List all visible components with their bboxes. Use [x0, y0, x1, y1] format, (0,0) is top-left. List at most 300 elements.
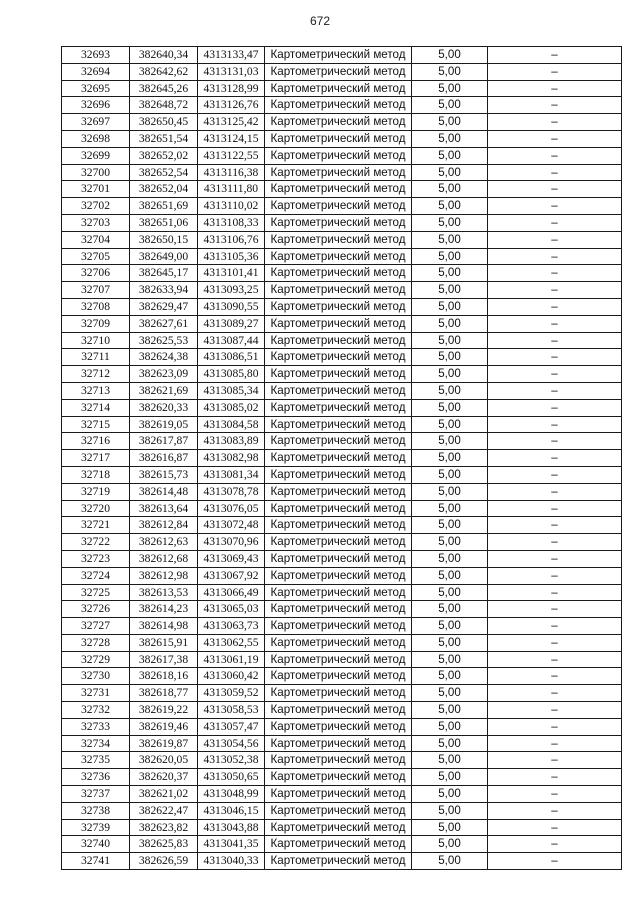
x-coordinate-cell: 382614,98	[130, 618, 198, 635]
page-number: 672	[309, 14, 331, 28]
x-coordinate-cell: 382612,84	[130, 517, 198, 534]
point-number-cell: 32738	[62, 802, 130, 819]
method-cell: Картометрический метод	[265, 80, 412, 97]
y-coordinate-cell: 4313085,34	[198, 382, 265, 399]
table-row	[62, 416, 622, 433]
method-cell: Картометрический метод	[265, 63, 412, 80]
accuracy-cell: 5,00	[412, 399, 488, 416]
method-cell: Картометрический метод	[265, 836, 412, 853]
method-cell: Картометрический метод	[265, 752, 412, 769]
description-cell: –	[488, 214, 622, 231]
y-coordinate-cell: 4313131,03	[198, 63, 265, 80]
accuracy-cell: 5,00	[412, 231, 488, 248]
table-row	[62, 265, 622, 282]
table-row	[62, 366, 622, 383]
accuracy-cell: 5,00	[412, 332, 488, 349]
description-cell: –	[488, 668, 622, 685]
point-number-cell: 32734	[62, 735, 130, 752]
accuracy-cell: 5,00	[412, 668, 488, 685]
table-row	[62, 668, 622, 685]
method-cell: Картометрический метод	[265, 735, 412, 752]
method-cell: Картометрический метод	[265, 685, 412, 702]
description-cell: –	[488, 500, 622, 517]
accuracy-cell: 5,00	[412, 702, 488, 719]
y-coordinate-cell: 4313083,89	[198, 433, 265, 450]
method-cell: Картометрический метод	[265, 466, 412, 483]
y-coordinate-cell: 4313126,76	[198, 97, 265, 114]
x-coordinate-cell: 382618,16	[130, 668, 198, 685]
x-coordinate-cell: 382621,69	[130, 382, 198, 399]
x-coordinate-cell: 382624,38	[130, 349, 198, 366]
description-cell: –	[488, 382, 622, 399]
y-coordinate-cell: 4313052,38	[198, 752, 265, 769]
y-coordinate-cell: 4313048,99	[198, 786, 265, 803]
x-coordinate-cell: 382619,46	[130, 718, 198, 735]
method-cell: Картометрический метод	[265, 147, 412, 164]
y-coordinate-cell: 4313090,55	[198, 298, 265, 315]
description-cell: –	[488, 718, 622, 735]
method-cell: Картометрический метод	[265, 517, 412, 534]
table-row	[62, 853, 622, 870]
description-cell: –	[488, 147, 622, 164]
method-cell: Картометрический метод	[265, 130, 412, 147]
method-cell: Картометрический метод	[265, 450, 412, 467]
y-coordinate-cell: 4313128,99	[198, 80, 265, 97]
accuracy-cell: 5,00	[412, 752, 488, 769]
y-coordinate-cell: 4313057,47	[198, 718, 265, 735]
point-number-cell: 32712	[62, 366, 130, 383]
accuracy-cell: 5,00	[412, 802, 488, 819]
method-cell: Картометрический метод	[265, 366, 412, 383]
description-cell: –	[488, 198, 622, 215]
y-coordinate-cell: 4313110,02	[198, 198, 265, 215]
table-row	[62, 500, 622, 517]
description-cell: –	[488, 853, 622, 870]
accuracy-cell: 5,00	[412, 550, 488, 567]
accuracy-cell: 5,00	[412, 214, 488, 231]
point-number-cell: 32708	[62, 298, 130, 315]
y-coordinate-cell: 4313116,38	[198, 164, 265, 181]
accuracy-cell: 5,00	[412, 147, 488, 164]
x-coordinate-cell: 382612,98	[130, 567, 198, 584]
point-number-cell: 32722	[62, 534, 130, 551]
accuracy-cell: 5,00	[412, 366, 488, 383]
accuracy-cell: 5,00	[412, 450, 488, 467]
x-coordinate-cell: 382648,72	[130, 97, 198, 114]
point-number-cell: 32733	[62, 718, 130, 735]
y-coordinate-cell: 4313087,44	[198, 332, 265, 349]
accuracy-cell: 5,00	[412, 836, 488, 853]
x-coordinate-cell: 382623,82	[130, 819, 198, 836]
y-coordinate-cell: 4313105,36	[198, 248, 265, 265]
y-coordinate-cell: 4313106,76	[198, 231, 265, 248]
point-number-cell: 32710	[62, 332, 130, 349]
description-cell: –	[488, 685, 622, 702]
table-row	[62, 483, 622, 500]
point-number-cell: 32723	[62, 550, 130, 567]
accuracy-cell: 5,00	[412, 114, 488, 131]
method-cell: Картометрический метод	[265, 534, 412, 551]
accuracy-cell: 5,00	[412, 634, 488, 651]
point-number-cell: 32714	[62, 399, 130, 416]
point-number-cell: 32706	[62, 265, 130, 282]
y-coordinate-cell: 4313060,42	[198, 668, 265, 685]
accuracy-cell: 5,00	[412, 718, 488, 735]
x-coordinate-cell: 382651,69	[130, 198, 198, 215]
method-cell: Картометрический метод	[265, 802, 412, 819]
y-coordinate-cell: 4313108,33	[198, 214, 265, 231]
description-cell: –	[488, 466, 622, 483]
method-cell: Картометрический метод	[265, 718, 412, 735]
x-coordinate-cell: 382652,04	[130, 181, 198, 198]
x-coordinate-cell: 382640,34	[130, 47, 198, 64]
description-cell: –	[488, 47, 622, 64]
point-number-cell: 32721	[62, 517, 130, 534]
description-cell: –	[488, 80, 622, 97]
point-number-cell: 32711	[62, 349, 130, 366]
y-coordinate-cell: 4313069,43	[198, 550, 265, 567]
table-row	[62, 332, 622, 349]
point-number-cell: 32724	[62, 567, 130, 584]
accuracy-cell: 5,00	[412, 433, 488, 450]
table-row	[62, 550, 622, 567]
point-number-cell: 32730	[62, 668, 130, 685]
method-cell: Картометрический метод	[265, 668, 412, 685]
y-coordinate-cell: 4313085,02	[198, 399, 265, 416]
description-cell: –	[488, 534, 622, 551]
accuracy-cell: 5,00	[412, 853, 488, 870]
table-row	[62, 164, 622, 181]
method-cell: Картометрический метод	[265, 634, 412, 651]
method-cell: Картометрический метод	[265, 500, 412, 517]
point-number-cell: 32705	[62, 248, 130, 265]
table-row	[62, 517, 622, 534]
method-cell: Картометрический метод	[265, 47, 412, 64]
description-cell: –	[488, 265, 622, 282]
method-cell: Картометрический метод	[265, 332, 412, 349]
accuracy-cell: 5,00	[412, 181, 488, 198]
point-number-cell: 32716	[62, 433, 130, 450]
method-cell: Картометрический метод	[265, 231, 412, 248]
accuracy-cell: 5,00	[412, 584, 488, 601]
table-row	[62, 769, 622, 786]
method-cell: Картометрический метод	[265, 298, 412, 315]
x-coordinate-cell: 382617,38	[130, 651, 198, 668]
description-cell: –	[488, 601, 622, 618]
description-cell: –	[488, 97, 622, 114]
table-row	[62, 349, 622, 366]
description-cell: –	[488, 399, 622, 416]
y-coordinate-cell: 4313050,65	[198, 769, 265, 786]
method-cell: Картометрический метод	[265, 198, 412, 215]
table-row	[62, 399, 622, 416]
table-row	[62, 298, 622, 315]
accuracy-cell: 5,00	[412, 315, 488, 332]
method-cell: Картометрический метод	[265, 164, 412, 181]
accuracy-cell: 5,00	[412, 819, 488, 836]
point-number-cell: 32726	[62, 601, 130, 618]
x-coordinate-cell: 382650,15	[130, 231, 198, 248]
y-coordinate-cell: 4313078,78	[198, 483, 265, 500]
y-coordinate-cell: 4313067,92	[198, 567, 265, 584]
description-cell: –	[488, 618, 622, 635]
description-cell: –	[488, 433, 622, 450]
table-row	[62, 618, 622, 635]
y-coordinate-cell: 4313084,58	[198, 416, 265, 433]
point-number-cell: 32731	[62, 685, 130, 702]
table-row	[62, 786, 622, 803]
y-coordinate-cell: 4313041,35	[198, 836, 265, 853]
accuracy-cell: 5,00	[412, 198, 488, 215]
x-coordinate-cell: 382629,47	[130, 298, 198, 315]
table-row	[62, 584, 622, 601]
method-cell: Картометрический метод	[265, 651, 412, 668]
point-number-cell: 32702	[62, 198, 130, 215]
method-cell: Картометрический метод	[265, 550, 412, 567]
description-cell: –	[488, 366, 622, 383]
point-number-cell: 32728	[62, 634, 130, 651]
description-cell: –	[488, 634, 622, 651]
accuracy-cell: 5,00	[412, 735, 488, 752]
point-number-cell: 32725	[62, 584, 130, 601]
description-cell: –	[488, 651, 622, 668]
point-number-cell: 32737	[62, 786, 130, 803]
point-number-cell: 32717	[62, 450, 130, 467]
description-cell: –	[488, 819, 622, 836]
table-row	[62, 282, 622, 299]
point-number-cell: 32727	[62, 618, 130, 635]
table-row	[62, 231, 622, 248]
point-number-cell: 32720	[62, 500, 130, 517]
y-coordinate-cell: 4313062,55	[198, 634, 265, 651]
x-coordinate-cell: 382626,59	[130, 853, 198, 870]
x-coordinate-cell: 382615,91	[130, 634, 198, 651]
table-row	[62, 130, 622, 147]
x-coordinate-cell: 382633,94	[130, 282, 198, 299]
y-coordinate-cell: 4313089,27	[198, 315, 265, 332]
accuracy-cell: 5,00	[412, 47, 488, 64]
x-coordinate-cell: 382621,02	[130, 786, 198, 803]
accuracy-cell: 5,00	[412, 601, 488, 618]
accuracy-cell: 5,00	[412, 349, 488, 366]
table-row	[62, 534, 622, 551]
y-coordinate-cell: 4313066,49	[198, 584, 265, 601]
x-coordinate-cell: 382623,09	[130, 366, 198, 383]
point-number-cell: 32696	[62, 97, 130, 114]
x-coordinate-cell: 382614,23	[130, 601, 198, 618]
accuracy-cell: 5,00	[412, 248, 488, 265]
accuracy-cell: 5,00	[412, 618, 488, 635]
description-cell: –	[488, 802, 622, 819]
point-number-cell: 32739	[62, 819, 130, 836]
x-coordinate-cell: 382612,68	[130, 550, 198, 567]
description-cell: –	[488, 248, 622, 265]
x-coordinate-cell: 382612,63	[130, 534, 198, 551]
point-number-cell: 32709	[62, 315, 130, 332]
x-coordinate-cell: 382650,45	[130, 114, 198, 131]
y-coordinate-cell: 4313076,05	[198, 500, 265, 517]
point-number-cell: 32741	[62, 853, 130, 870]
x-coordinate-cell: 382651,54	[130, 130, 198, 147]
method-cell: Картометрический метод	[265, 618, 412, 635]
x-coordinate-cell: 382613,53	[130, 584, 198, 601]
point-number-cell: 32704	[62, 231, 130, 248]
point-number-cell: 32703	[62, 214, 130, 231]
y-coordinate-cell: 4313101,41	[198, 265, 265, 282]
x-coordinate-cell: 382645,17	[130, 265, 198, 282]
point-number-cell: 32694	[62, 63, 130, 80]
table-row	[62, 752, 622, 769]
description-cell: –	[488, 332, 622, 349]
description-cell: –	[488, 550, 622, 567]
accuracy-cell: 5,00	[412, 567, 488, 584]
table-row	[62, 567, 622, 584]
description-cell: –	[488, 786, 622, 803]
method-cell: Картометрический метод	[265, 181, 412, 198]
y-coordinate-cell: 4313046,15	[198, 802, 265, 819]
method-cell: Картометрический метод	[265, 601, 412, 618]
y-coordinate-cell: 4313054,56	[198, 735, 265, 752]
point-number-cell: 32700	[62, 164, 130, 181]
x-coordinate-cell: 382613,64	[130, 500, 198, 517]
point-number-cell: 32729	[62, 651, 130, 668]
table-row	[62, 214, 622, 231]
y-coordinate-cell: 4313070,96	[198, 534, 265, 551]
y-coordinate-cell: 4313059,52	[198, 685, 265, 702]
point-number-cell: 32695	[62, 80, 130, 97]
y-coordinate-cell: 4313043,88	[198, 819, 265, 836]
table-row	[62, 63, 622, 80]
method-cell: Картометрический метод	[265, 97, 412, 114]
x-coordinate-cell: 382620,37	[130, 769, 198, 786]
table-row	[62, 466, 622, 483]
accuracy-cell: 5,00	[412, 651, 488, 668]
x-coordinate-cell: 382619,22	[130, 702, 198, 719]
method-cell: Картометрический метод	[265, 382, 412, 399]
x-coordinate-cell: 382620,33	[130, 399, 198, 416]
method-cell: Картометрический метод	[265, 819, 412, 836]
method-cell: Картометрический метод	[265, 399, 412, 416]
x-coordinate-cell: 382652,02	[130, 147, 198, 164]
method-cell: Картометрический метод	[265, 282, 412, 299]
description-cell: –	[488, 114, 622, 131]
description-cell: –	[488, 63, 622, 80]
description-cell: –	[488, 836, 622, 853]
point-number-cell: 32715	[62, 416, 130, 433]
x-coordinate-cell: 382614,48	[130, 483, 198, 500]
table-row	[62, 248, 622, 265]
table-row	[62, 836, 622, 853]
method-cell: Картометрический метод	[265, 114, 412, 131]
x-coordinate-cell: 382652,54	[130, 164, 198, 181]
table-row	[62, 718, 622, 735]
coordinates-table	[61, 46, 622, 870]
method-cell: Картометрический метод	[265, 433, 412, 450]
table-row	[62, 819, 622, 836]
point-number-cell: 32732	[62, 702, 130, 719]
y-coordinate-cell: 4313122,55	[198, 147, 265, 164]
coordinates-table-body	[62, 47, 622, 870]
point-number-cell: 32736	[62, 769, 130, 786]
y-coordinate-cell: 4313058,53	[198, 702, 265, 719]
description-cell: –	[488, 164, 622, 181]
point-number-cell: 32719	[62, 483, 130, 500]
method-cell: Картометрический метод	[265, 567, 412, 584]
accuracy-cell: 5,00	[412, 298, 488, 315]
method-cell: Картометрический метод	[265, 315, 412, 332]
y-coordinate-cell: 4313061,19	[198, 651, 265, 668]
x-coordinate-cell: 382618,77	[130, 685, 198, 702]
description-cell: –	[488, 567, 622, 584]
x-coordinate-cell: 382625,53	[130, 332, 198, 349]
x-coordinate-cell: 382617,87	[130, 433, 198, 450]
description-cell: –	[488, 349, 622, 366]
description-cell: –	[488, 231, 622, 248]
description-cell: –	[488, 282, 622, 299]
point-number-cell: 32740	[62, 836, 130, 853]
x-coordinate-cell: 382627,61	[130, 315, 198, 332]
description-cell: –	[488, 181, 622, 198]
description-cell: –	[488, 450, 622, 467]
x-coordinate-cell: 382649,00	[130, 248, 198, 265]
method-cell: Картометрический метод	[265, 769, 412, 786]
table-row	[62, 735, 622, 752]
method-cell: Картометрический метод	[265, 248, 412, 265]
table-row	[62, 685, 622, 702]
description-cell: –	[488, 517, 622, 534]
method-cell: Картометрический метод	[265, 265, 412, 282]
description-cell: –	[488, 584, 622, 601]
accuracy-cell: 5,00	[412, 382, 488, 399]
x-coordinate-cell: 382619,87	[130, 735, 198, 752]
table-row	[62, 651, 622, 668]
x-coordinate-cell: 382642,62	[130, 63, 198, 80]
x-coordinate-cell: 382620,05	[130, 752, 198, 769]
table-row	[62, 47, 622, 64]
point-number-cell: 32701	[62, 181, 130, 198]
x-coordinate-cell: 382645,26	[130, 80, 198, 97]
method-cell: Картометрический метод	[265, 483, 412, 500]
method-cell: Картометрический метод	[265, 786, 412, 803]
x-coordinate-cell: 382651,06	[130, 214, 198, 231]
point-number-cell: 32713	[62, 382, 130, 399]
accuracy-cell: 5,00	[412, 769, 488, 786]
description-cell: –	[488, 130, 622, 147]
accuracy-cell: 5,00	[412, 80, 488, 97]
description-cell: –	[488, 416, 622, 433]
y-coordinate-cell: 4313093,25	[198, 282, 265, 299]
method-cell: Картометрический метод	[265, 853, 412, 870]
accuracy-cell: 5,00	[412, 466, 488, 483]
table-row	[62, 80, 622, 97]
method-cell: Картометрический метод	[265, 349, 412, 366]
y-coordinate-cell: 4313063,73	[198, 618, 265, 635]
y-coordinate-cell: 4313082,98	[198, 450, 265, 467]
description-cell: –	[488, 702, 622, 719]
x-coordinate-cell: 382619,05	[130, 416, 198, 433]
table-row	[62, 181, 622, 198]
accuracy-cell: 5,00	[412, 130, 488, 147]
method-cell: Картометрический метод	[265, 416, 412, 433]
accuracy-cell: 5,00	[412, 63, 488, 80]
y-coordinate-cell: 4313040,33	[198, 853, 265, 870]
accuracy-cell: 5,00	[412, 282, 488, 299]
y-coordinate-cell: 4313072,48	[198, 517, 265, 534]
description-cell: –	[488, 769, 622, 786]
y-coordinate-cell: 4313081,34	[198, 466, 265, 483]
description-cell: –	[488, 483, 622, 500]
description-cell: –	[488, 298, 622, 315]
